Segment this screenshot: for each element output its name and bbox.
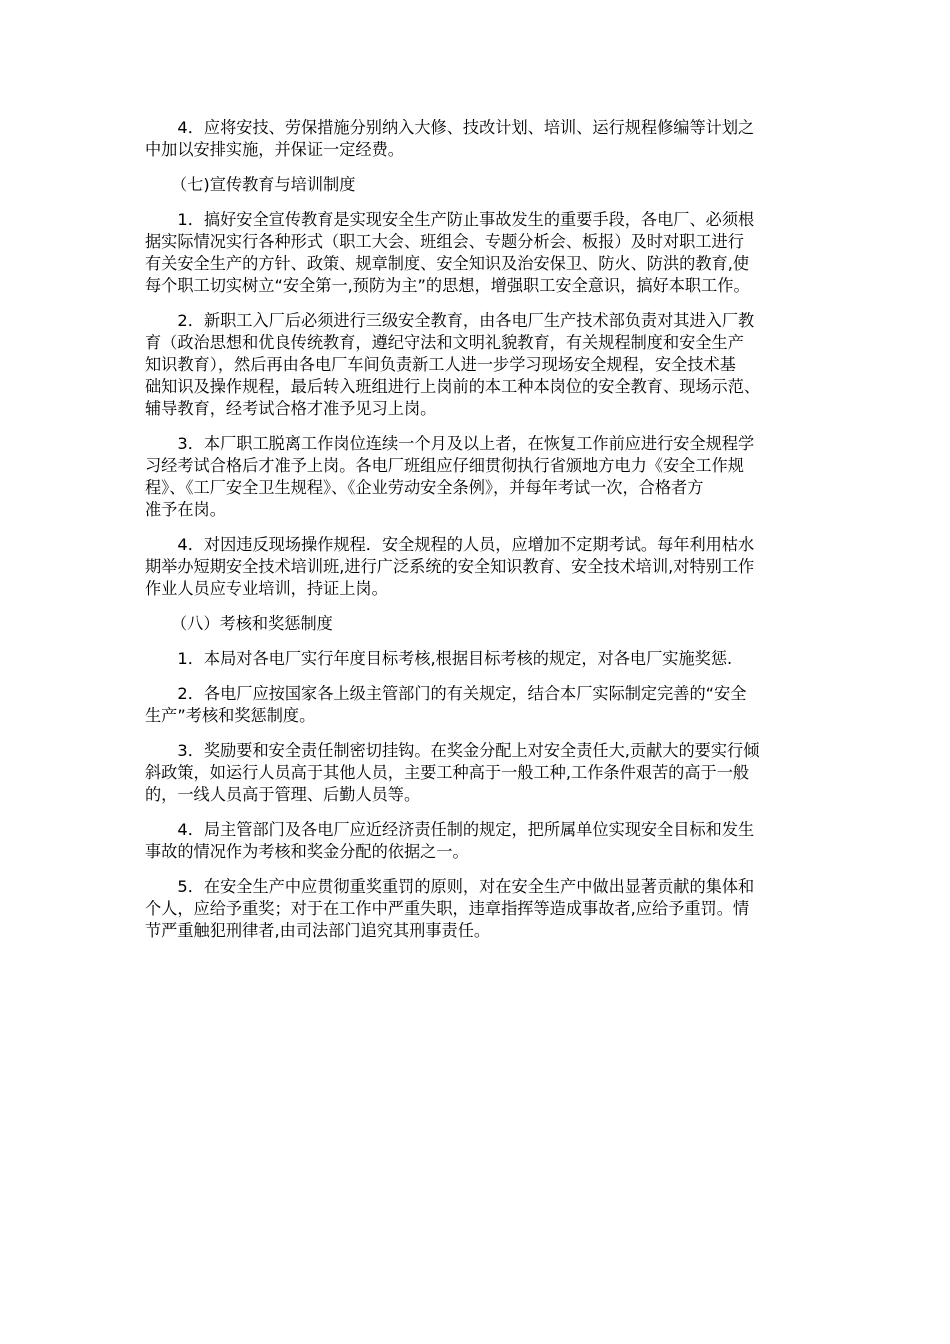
paragraph-7-3: 3．本厂职工脱离工作岗位连续一个月及以上者，在恢复工作前应进行安全规程学 习经考试合格后才准予上岗。各电厂班组应仔细贯彻执行省颁地方电力《安全工作规 程》、《工厂安全卫生规程》、《企业劳动安全条例》，并每年考试一次，合格者方 准予在岗。 (145, 434, 755, 519)
paragraph-8-3: 3．奖励要和安全责任制密切挂钩。在奖金分配上对安全责任大,贡献大的要实行倾 斜政策，如运行人员高于其他人员，主要工种高于一般工种,工作条件艰苦的高于一般 的，一线人员高于管理、后勤人员等。 (145, 741, 760, 804)
paragraph-7-1: 1．搞好安全宣传教育是实现安全生产防止事故发生的重要手段，各电厂、必须根 据实际情况实行各种形式（职工大会、班组会、专题分析会、板报）及时对职工进行 有关安全生产的方针、政策、规章制度、安全知识及治安保卫、防火、防洪的教育,使 每个职工切实树立“安全第一,预防为主”的思想，增强职工安全意识，搞好本职工作。 (145, 210, 755, 295)
paragraph-7-2: 2．新职工入厂后必须进行三级安全教育，由各电厂生产技术部负责对其进入厂教 育（政治思想和优良传统教育，遵纪守法和文明礼貌教育，有关规程制度和安全生产 知识教育），然后再由各电厂车间负责新工人进一步学习现场安全规程，安全技术基 础知识及操作规程，最后转入班组进行上岗前的本工种本岗位的安全教育、现场示范、 辅导教育，经考试合格才准予见习上岗。 (145, 311, 761, 418)
paragraph-7-4: 4．应将安技、劳保措施分别纳入大修、技改计划、培训、运行规程修编等计划之 中加以安排实施，并保证一定经费。 (145, 118, 755, 159)
section-heading-8: （八）考核和奖惩制度 (171, 614, 333, 633)
section-heading-7: （七)宣传教育与培训制度 (171, 175, 356, 194)
paragraph-8-5: 5．在安全生产中应贯彻重奖重罚的原则，对在安全生产中做出显著贡献的集体和 个人，应给予重奖；对于在工作中严重失职，违章指挥等造成事故者,应给予重罚。情 节严重触犯刑律者,由司法部门追究其刑事责任。 (145, 877, 755, 940)
paragraph-8-4: 4．局主管部门及各电厂应近经济责任制的规定，把所属单位实现安全目标和发生 事故的情况作为考核和奖金分配的依据之一。 (145, 820, 755, 861)
paragraph-7-4b: 4．对因违反现场操作规程．安全规程的人员，应增加不定期考试。每年利用枯水 期举办短期安全技术培训班,进行广泛系统的安全知识教育、安全技术培训,对特别工作 作业人员应专业培训，持证上岗。 (145, 535, 755, 598)
document-body (145, 117, 809, 955)
paragraph-8-1: 1．本局对各电厂实行年度目标考核,根据目标考核的规定，对各电厂实施奖惩. (177, 649, 733, 668)
paragraph-8-2: 2．各电厂应按国家各上级主管部门的有关规定，结合本厂实际制定完善的“安全 生产”考核和奖惩制度。 (145, 684, 747, 725)
